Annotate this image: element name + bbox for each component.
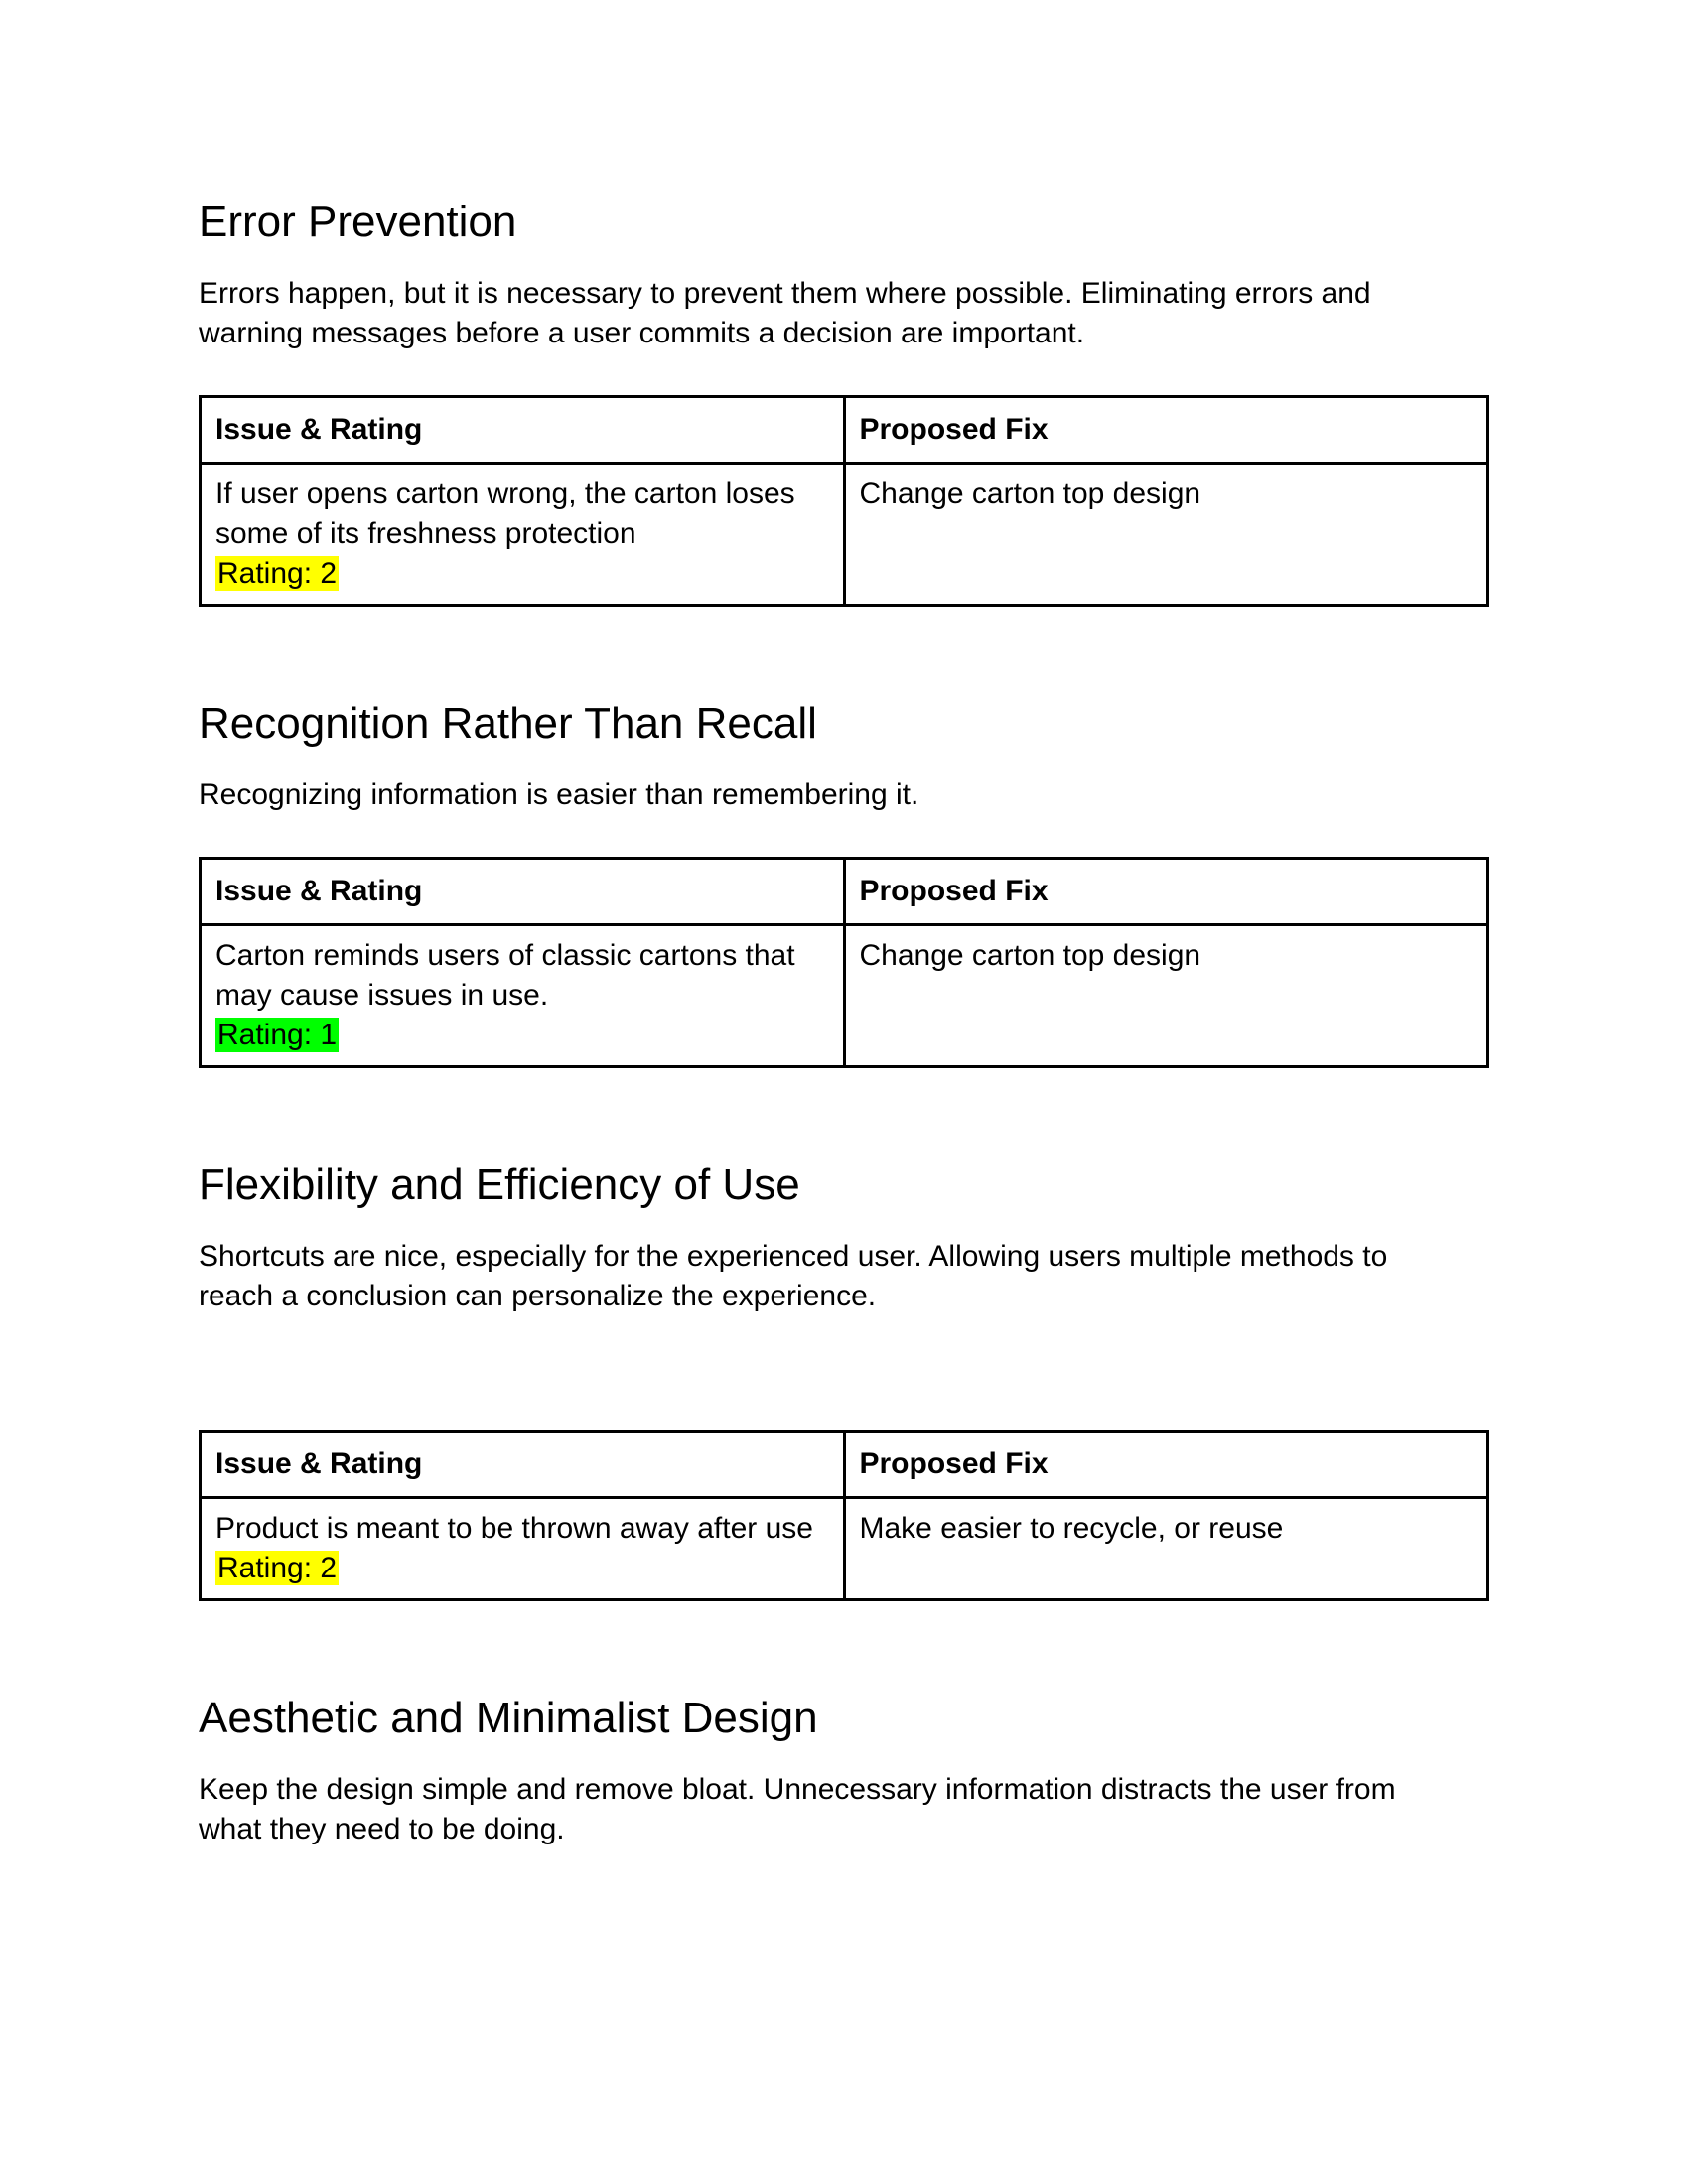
table-row (201, 1498, 1488, 1600)
section-paragraph: Errors happen, but it is necessary to prevent them where possible. Eliminating errors and warning messages before a user commits a decision are important. (199, 277, 1371, 349)
section-recognition-rather-than-recall (199, 696, 1489, 1068)
table-header-row (201, 1432, 1488, 1498)
table-row (201, 464, 1488, 606)
fix-cell: Change carton top design (844, 464, 1488, 606)
issue-rating-column-header: Issue & Rating (201, 397, 845, 464)
fix-cell: Make easier to recycle, or reuse (844, 1498, 1488, 1600)
issue-rating-table (199, 395, 1489, 607)
rating-badge: Rating: 1 (217, 1019, 338, 1051)
section-heading: Error Prevention (199, 198, 517, 246)
issue-rating-table (199, 1430, 1489, 1601)
section-aesthetic-minimalist-design (199, 1691, 1489, 1849)
section-error-prevention (199, 195, 1489, 607)
rating-line (215, 1549, 829, 1588)
table-row (201, 925, 1488, 1067)
blank-line (199, 1316, 1489, 1388)
fix-cell: Change carton top design (844, 925, 1488, 1067)
rating-line (215, 554, 829, 594)
section-paragraph: Keep the design simple and remove bloat. Unnecessary information distracts the user from what they need to be doing. (199, 1773, 1396, 1845)
rating-line (215, 1016, 829, 1055)
table-header-row (201, 397, 1488, 464)
proposed-fix-column-header: Proposed Fix (844, 1432, 1488, 1498)
section-heading: Recognition Rather Than Recall (199, 699, 817, 748)
proposed-fix-column-header: Proposed Fix (844, 859, 1488, 925)
section-paragraph: Shortcuts are nice, especially for the experienced user. Allowing users multiple methods to reach a conclusion can personalize the experience. (199, 1240, 1388, 1312)
issue-text: If user opens carton wrong, the carton loses some of its freshness protection (215, 478, 795, 550)
rating-badge: Rating: 2 (217, 557, 338, 590)
issue-cell (201, 1498, 845, 1600)
section-heading: Flexibility and Efficiency of Use (199, 1160, 800, 1209)
issue-rating-column-header: Issue & Rating (201, 1432, 845, 1498)
section-heading: Aesthetic and Minimalist Design (199, 1694, 818, 1742)
issue-rating-table (199, 857, 1489, 1068)
table-header-row (201, 859, 1488, 925)
issue-rating-column-header: Issue & Rating (201, 859, 845, 925)
proposed-fix-column-header: Proposed Fix (844, 397, 1488, 464)
section-flexibility-and-efficiency (199, 1158, 1489, 1601)
issue-text: Product is meant to be thrown away after use (215, 1512, 813, 1545)
issue-cell (201, 925, 845, 1067)
rating-badge: Rating: 2 (217, 1552, 338, 1584)
issue-cell (201, 464, 845, 606)
section-paragraph: Recognizing information is easier than remembering it. (199, 778, 919, 811)
issue-text: Carton reminds users of classic cartons that may cause issues in use. (215, 939, 795, 1012)
